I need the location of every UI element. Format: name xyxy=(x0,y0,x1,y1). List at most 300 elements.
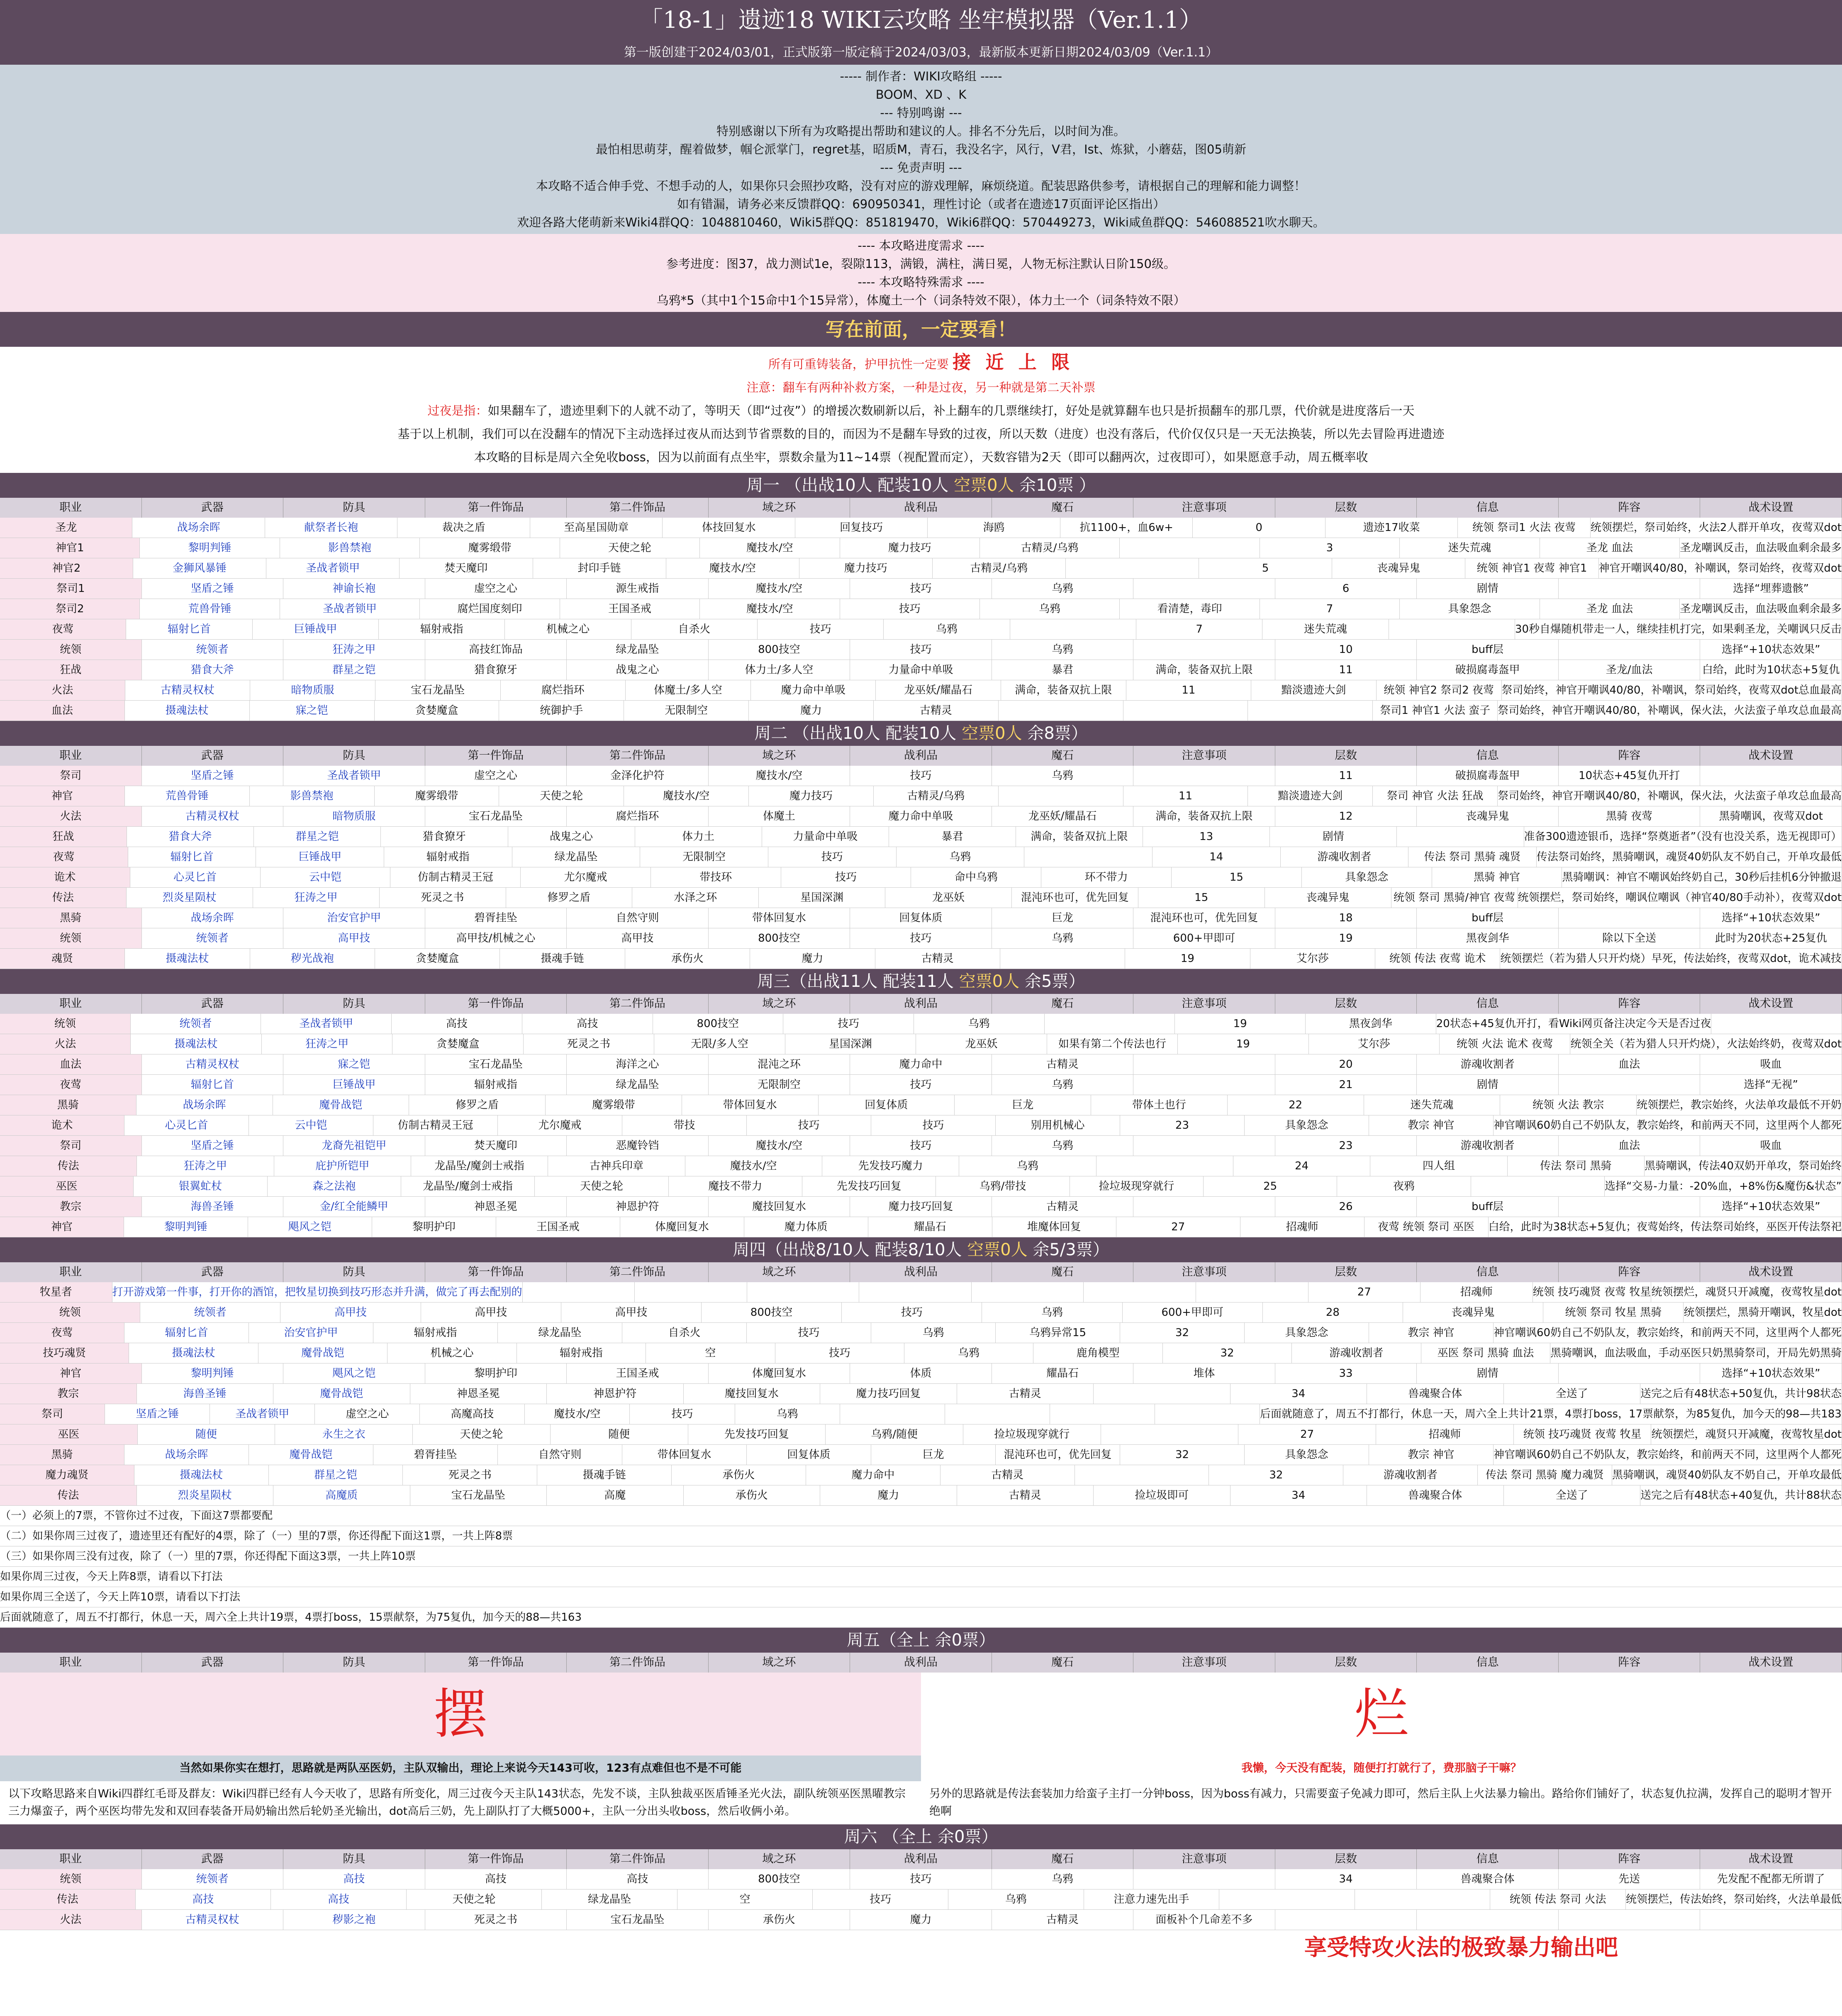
column-header: 第一件饰品 xyxy=(425,1849,567,1869)
gear-cell: 体质 xyxy=(850,1363,992,1383)
gear-cell: 摄魂法杖 xyxy=(129,1343,258,1363)
tactic-cell: 选择“+10状态效果” xyxy=(1700,640,1842,660)
tactic-cell: 除以下全送 xyxy=(1559,928,1701,948)
table-row xyxy=(0,1404,1842,1424)
gear-cell: 魔力命中单吸 xyxy=(751,680,876,700)
tactic-cell: 统领摆烂，魂贤只开减魔，夜莺牧星dot xyxy=(1651,1282,1842,1302)
gear-cell: 海鸥 xyxy=(928,518,1060,538)
gear-cell: 魔技回复水 xyxy=(709,1197,850,1217)
table-row xyxy=(0,680,1842,701)
note-3: 过夜是指：如果翻车了，遗迹里剩下的人就不动了，等明天（即“过夜”）的增援次数刷新以后，补上翻车的几票继续打，好处是就算翻车也只是折损翻车的那几票，代价就是进度落后一天 xyxy=(427,404,1415,418)
gear-cell: 焚天魔印 xyxy=(425,1136,567,1156)
gear-cell: 高魔质 xyxy=(273,1485,410,1505)
gear-cell: 古精灵权杖 xyxy=(125,680,251,700)
column-header: 魔石 xyxy=(992,1653,1134,1673)
gear-cell: 飓风之铠 xyxy=(248,1217,372,1237)
gear-cell: 魔雾缎带 xyxy=(420,538,560,558)
class-cell: 神官 xyxy=(0,786,125,806)
table-row xyxy=(0,701,1842,721)
class-cell: 统领 xyxy=(0,640,142,660)
gear-cell: 魔技不带力 xyxy=(669,1176,802,1196)
day-header xyxy=(0,969,1842,994)
friday-header: 周五（全上 余0票） xyxy=(0,1628,1842,1653)
gear-cell: 星国深渊 xyxy=(759,888,885,908)
empty-ticket-count: 空票0人 xyxy=(954,476,1014,495)
gear-cell: 辐射戒指 xyxy=(425,1075,567,1095)
column-header: 职业 xyxy=(0,1653,142,1673)
gear-cell: 死灵之书 xyxy=(380,888,506,908)
gear-cell: 先发技巧魔力 xyxy=(822,1156,959,1176)
tactic-cell: 32 xyxy=(1163,1343,1292,1363)
tactic-cell xyxy=(1559,908,1701,928)
tactic-cell: buff层 xyxy=(1417,1197,1559,1217)
tactic-cell: 选择“无视” xyxy=(1700,1075,1842,1095)
tactic-cell: 传法祭司始终，黑骑嘲讽，魂贤40奶队友不奶自己，开单攻最低 xyxy=(1537,847,1842,867)
tactic-cell: 吸血 xyxy=(1700,1054,1842,1074)
column-header: 域之环 xyxy=(709,498,850,518)
column-header: 第二件饰品 xyxy=(567,1653,709,1673)
gear-cell: 注意力速先出手 xyxy=(1084,1889,1220,1909)
gear-cell: 乌鸦 xyxy=(914,1014,1045,1034)
gear-cell: 源生戒指 xyxy=(567,579,709,599)
table-row xyxy=(0,1156,1842,1176)
column-header: 防具 xyxy=(283,1849,425,1869)
column-header: 信息 xyxy=(1417,498,1559,518)
gear-cell: 技巧 xyxy=(840,599,980,619)
note-4: 基于以上机制，我们可以在没翻车的情况下主动选择过夜从而达到节省票数的目的，而因为不是翻车导致的过夜，所以天数（进度）也没有落后，代价仅仅只是一天无法换装，所以先去冒险再进遗迹 xyxy=(397,427,1445,441)
gear-cell: 治安官护甲 xyxy=(283,908,425,928)
gear-cell xyxy=(1133,1869,1275,1889)
column-header-row xyxy=(0,1262,1842,1282)
gear-cell xyxy=(1133,1197,1275,1217)
gear-cell: 魔技水/空 xyxy=(700,538,840,558)
tactic-cell: 34 xyxy=(1275,1869,1417,1889)
tactic-cell: 圣龙 血法 xyxy=(1540,538,1680,558)
table-row xyxy=(0,888,1842,908)
gear-cell: 带技 xyxy=(622,1115,747,1135)
gear-cell xyxy=(1000,949,1125,969)
gear-cell: 宝石龙晶坠 xyxy=(410,1485,547,1505)
tactic-cell xyxy=(1389,619,1515,639)
column-header: 注意事项 xyxy=(1133,1849,1275,1869)
gear-cell: 修罗之盾 xyxy=(409,1095,546,1115)
class-cell: 祭司1 xyxy=(0,579,142,599)
column-header: 魔石 xyxy=(992,1262,1134,1282)
friday-para-right: 另外的思路就是传法套装加力给蛮子主打一分钟boss，因为boss有减力，只需要蛮子免减力即可，然后主队上火法暴力输出。路给你们铺好了，状态复仇拉满，发挥自己的聪明才智开绝啊 xyxy=(929,1787,1832,1818)
gear-cell: 魔骨战铠 xyxy=(249,1445,373,1465)
gear-cell: 高甲技 xyxy=(280,1303,421,1322)
class-cell: 传法 xyxy=(0,1156,137,1176)
gear-cell: 影兽禁袍 xyxy=(280,538,420,558)
class-cell: 诡术 xyxy=(0,1115,124,1135)
tactic-cell xyxy=(1275,1910,1417,1930)
day-rest: 余5票） xyxy=(1019,972,1085,991)
gear-cell: 魔力 xyxy=(750,949,875,969)
tactic-cell: 传法 祭司 黑骑 魔力魂贤 xyxy=(1478,1465,1612,1485)
class-cell: 统领 xyxy=(0,1303,140,1322)
gear-cell xyxy=(840,1404,945,1424)
table-row xyxy=(0,949,1842,969)
gear-cell: 800技空 xyxy=(709,640,850,660)
gear-cell: 体技回复水 xyxy=(663,518,795,538)
gear-cell: 暗物质服 xyxy=(250,680,375,700)
class-cell: 教宗 xyxy=(0,1197,142,1217)
tactic-cell: 祭司 神官 火法 狂战 xyxy=(1373,786,1498,806)
gear-cell: 王国圣戒 xyxy=(560,599,700,619)
gear-cell: 狂涛之甲 xyxy=(253,888,380,908)
gear-cell: 狂涛之甲 xyxy=(137,1156,274,1176)
gear-cell: 狂涛之甲 xyxy=(283,640,425,660)
tactic-cell: 游魂收割者 xyxy=(1417,1054,1559,1074)
column-header: 层数 xyxy=(1275,746,1417,766)
gear-cell: 绿龙晶坠 xyxy=(567,640,709,660)
tactic-cell: 招魂师 xyxy=(1240,1217,1364,1237)
tactic-cell: 具象怨念 xyxy=(1400,599,1540,619)
gear-cell: 尤尔魔戒 xyxy=(498,1115,622,1135)
tactic-cell: 3 xyxy=(1260,538,1400,558)
gear-cell: 乌鸦 xyxy=(992,640,1134,660)
gear-cell: 高技 xyxy=(425,1869,567,1889)
gear-cell: 摄魂法杖 xyxy=(125,701,250,721)
contact: 如有错漏，请务必来反馈群QQ：690950341，理性讨论（或者在遗迹17页面评论区指出） xyxy=(677,197,1165,211)
gear-cell: 荒兽骨锤 xyxy=(140,599,280,619)
gear-cell: 宝石龙晶坠 xyxy=(375,680,501,700)
gear-cell: 死灵之书 xyxy=(403,1465,537,1485)
tactic-cell xyxy=(1248,701,1373,721)
tactic-cell: 黯淡遗迹大剑 xyxy=(1251,680,1377,700)
gear-cell: 力量命中单吸 xyxy=(850,660,992,680)
tactic-cell: buff层 xyxy=(1417,908,1559,928)
tactic-cell: 32 xyxy=(1120,1445,1245,1465)
gear-cell: 绿龙晶坠 xyxy=(542,1889,677,1909)
authors: BOOM、XD 、K xyxy=(875,88,967,102)
gear-cell: 机械之心 xyxy=(505,619,631,639)
tactic-cell: 黑夜剑华 xyxy=(1306,1014,1436,1034)
table-row xyxy=(0,827,1842,847)
class-cell: 火法 xyxy=(0,806,142,826)
tactic-cell: 白给，此时为10状态+5复仇 xyxy=(1700,660,1842,680)
gear-cell: 辐射戒指 xyxy=(373,1323,498,1343)
tactic-cell: 游魂收割者 xyxy=(1417,1136,1559,1156)
gear-cell: 暴君 xyxy=(889,827,1016,847)
tactic-cell: 统领 技巧魂贤 夜莺 牧星 xyxy=(1533,1282,1652,1302)
column-header: 第一件饰品 xyxy=(425,1653,567,1673)
gear-cell: 统领者 xyxy=(142,928,284,948)
tactic-cell: 统领 祭司1 火法 夜莺 xyxy=(1458,518,1590,538)
table-row xyxy=(0,640,1842,660)
gear-cell: 乌鸦 xyxy=(980,599,1120,619)
gear-cell: 古精灵 xyxy=(992,1910,1134,1930)
gear-cell: 技巧 xyxy=(813,1889,948,1909)
gear-cell: 机械之心 xyxy=(387,1343,517,1363)
column-header: 职业 xyxy=(0,746,142,766)
gear-cell: 古精灵权杖 xyxy=(142,1910,284,1930)
gear-cell: 体魔土 xyxy=(709,806,850,826)
credits-section xyxy=(0,65,1842,234)
gear-cell: 寐之铠 xyxy=(283,1054,425,1074)
class-cell: 火法 xyxy=(0,1910,142,1930)
gear-cell: 空 xyxy=(646,1343,775,1363)
gear-cell: 封印手链 xyxy=(533,558,666,578)
gear-cell: 魔技水/空 xyxy=(685,1156,822,1176)
gear-cell: 古精灵/乌鸦 xyxy=(980,538,1120,558)
thanks-intro: 特别感谢以下所有为攻略提出帮助和建议的人。排名不分先后，以时间为准。 xyxy=(716,124,1126,138)
gear-cell: 乌鸦 xyxy=(992,928,1134,948)
gear-cell: 绿龙晶坠 xyxy=(567,1075,709,1095)
class-cell: 巫医 xyxy=(0,1176,134,1196)
friday-right-big: 烂 xyxy=(1354,1682,1408,1746)
gear-cell: 自然守则 xyxy=(498,1445,622,1465)
gear-cell: 圣战者锁甲 xyxy=(210,1404,315,1424)
finale: 享受特攻火法的极致暴力输出吧 xyxy=(1304,1934,1618,1960)
gear-cell: 技巧 xyxy=(758,619,884,639)
tactic-cell: 统领摆烂，魂贤只开减魔，夜莺牧星dot xyxy=(1651,1424,1842,1444)
gear-cell: 黎明判锤 xyxy=(142,1363,284,1383)
gear-cell: 魔技水/空 xyxy=(666,558,799,578)
gear-cell: 高技红饰品 xyxy=(425,640,567,660)
tactic-cell: 黑骑嘲讽，传法40双奶开单攻，祭司始终 xyxy=(1645,1156,1842,1176)
gear-cell: 魔力命中单吸 xyxy=(850,806,992,826)
friday-paragraphs xyxy=(0,1781,1842,1824)
gear-cell: 技巧 xyxy=(871,1115,996,1135)
gear-cell: 龙巫妖/耀晶石 xyxy=(876,680,1001,700)
column-header: 魔石 xyxy=(992,746,1134,766)
gear-cell: 战鬼之心 xyxy=(567,660,709,680)
tactic-cell: 15 xyxy=(1172,867,1302,887)
tactic-cell: 具象怨念 xyxy=(1245,1323,1369,1343)
gear-cell: 魔技回复水 xyxy=(684,1384,821,1404)
tactic-cell: 游魂收割者 xyxy=(1281,847,1409,867)
tactic-cell: 兽魂聚合体 xyxy=(1367,1485,1504,1505)
tactic-cell: 27 xyxy=(1116,1217,1240,1237)
column-header: 层数 xyxy=(1275,994,1417,1014)
gear-cell: 龙巫妖/耀晶石 xyxy=(992,806,1134,826)
gear-cell: 虚空之心 xyxy=(425,579,567,599)
gear-cell: 魔力体质 xyxy=(744,1217,868,1237)
gear-cell: 心灵匕首 xyxy=(124,1115,249,1135)
friday-captions xyxy=(0,1755,1842,1781)
gear-cell: 乌鸦/随便 xyxy=(826,1424,963,1444)
class-cell: 圣龙 xyxy=(0,518,132,538)
class-cell: 传法 xyxy=(0,1485,137,1505)
gear-cell: 海兽圣锤 xyxy=(137,1384,274,1404)
disclaimer-header: --- 免责声明 --- xyxy=(880,161,962,175)
tactic-cell: 神官嘲讽60奶自己不奶队友，教宗始终，和前两天不同，这里两个人都死 xyxy=(1494,1445,1842,1465)
gear-cell: 古神兵印章 xyxy=(548,1156,685,1176)
tactic-cell: 丧魂异鬼 xyxy=(1332,558,1465,578)
class-cell: 巫医 xyxy=(0,1424,138,1444)
gear-cell: 魔技水/空 xyxy=(700,599,840,619)
gear-cell: 技巧 xyxy=(850,640,992,660)
gear-cell: 技巧 xyxy=(747,1115,871,1135)
gear-cell: 仿制古精灵王冠 xyxy=(373,1115,498,1135)
empty-ticket-count: 空票0人 xyxy=(962,724,1022,743)
thanks-header: --- 特别鸣谢 --- xyxy=(880,106,962,120)
tactic-cell: 统领全关（若为猎人只开灼烧），火法始终奶，夜莺双dot xyxy=(1570,1034,1842,1054)
tactic-cell: 圣龙嘲讽反击，血法吸血剩余最多 xyxy=(1680,599,1842,619)
gear-cell: 猎食獠牙 xyxy=(381,827,508,847)
tactic-cell: 统领 火法 诡术 夜莺 xyxy=(1440,1034,1570,1054)
day-rest: 余8票） xyxy=(1022,724,1088,743)
gear-cell: 古精灵 xyxy=(957,1485,1094,1505)
tactic-cell: 32 xyxy=(1209,1465,1343,1485)
tactic-cell xyxy=(1219,1889,1355,1909)
gear-cell: 神恩圣冕 xyxy=(410,1384,547,1404)
gear-cell: 800技空 xyxy=(653,1014,784,1034)
day-rest: 余10票 ） xyxy=(1014,476,1096,495)
gear-cell: 神恩圣冕 xyxy=(425,1197,567,1217)
column-header: 战利品 xyxy=(850,1653,992,1673)
gear-cell: 魔力命中 xyxy=(806,1465,940,1485)
gear-cell xyxy=(1133,766,1275,786)
gear-cell: 高魔 xyxy=(547,1485,684,1505)
tactic-cell: 具象怨念 xyxy=(1302,867,1432,887)
table-row xyxy=(0,1217,1842,1237)
gear-cell: 高甲技 xyxy=(283,928,425,948)
tactic-cell xyxy=(1355,1889,1491,1909)
column-header: 阵容 xyxy=(1559,746,1701,766)
class-cell: 火法 xyxy=(0,680,125,700)
gear-cell: 巨龙 xyxy=(955,1095,1091,1115)
tactic-cell: 教宗 神官 xyxy=(1369,1115,1494,1135)
table-row xyxy=(0,786,1842,806)
column-header: 域之环 xyxy=(709,746,850,766)
gear-cell: 无限制空 xyxy=(709,1075,850,1095)
gear-cell: 满命，装备双抗上限 xyxy=(1133,806,1275,826)
tactic-cell: 11 xyxy=(1126,680,1252,700)
gear-cell: 乌鸦 xyxy=(992,579,1134,599)
tactic-cell: 黑骑嘲讽：神官不嘲讽始终奶自己，30秒后挂机6分钟撤退 xyxy=(1562,867,1842,887)
column-header: 第一件饰品 xyxy=(425,994,567,1014)
tactic-cell xyxy=(1155,1404,1260,1424)
column-header: 第一件饰品 xyxy=(425,1262,567,1282)
tactic-cell: 迷失荒魂 xyxy=(1262,619,1389,639)
gear-cell xyxy=(523,1282,635,1302)
gear-cell: 金狮风暴锤 xyxy=(133,558,266,578)
gear-cell: 体力土 xyxy=(635,827,762,847)
gear-cell: 800技空 xyxy=(709,928,850,948)
gear-cell: 回复体质 xyxy=(747,1445,871,1465)
table-row xyxy=(0,1485,1842,1506)
column-header: 战术设置 xyxy=(1700,746,1842,766)
gear-cell xyxy=(635,1282,747,1302)
tactic-cell: 11 xyxy=(1275,660,1417,680)
tactic-cell: 祭司1 神官1 火法 蛮子 xyxy=(1373,701,1498,721)
gear-cell: 技巧 xyxy=(747,1323,871,1343)
tactic-cell: 34 xyxy=(1230,1384,1367,1404)
gear-cell: 力量命中单吸 xyxy=(762,827,889,847)
gear-cell: 神谕长袍 xyxy=(283,579,425,599)
tactic-cell: 33 xyxy=(1275,1363,1417,1383)
gear-cell: 高甲技/机械之心 xyxy=(425,928,567,948)
tactic-cell: 统领摆烂，祭司始终，嘲讽位嘲讽（神官40/80手动补），夜莺双dot xyxy=(1518,888,1842,908)
tactic-cell: 神官嘲讽60奶自己不奶队友，教宗始终，和前两天不同，这里两个人都死 xyxy=(1494,1115,1842,1135)
gear-cell: 恶魔铃铛 xyxy=(567,1136,709,1156)
gear-cell: 王国圣戒 xyxy=(496,1217,620,1237)
special: 乌鸦*5（其中1个15命中1个15异常），体魔土一个（词条特效不限），体力土一个（词条特效不限） xyxy=(656,293,1186,307)
tactic-cell: 此时为20状态+25复仇 xyxy=(1700,928,1842,948)
tactic-cell: 27 xyxy=(1238,1424,1376,1444)
tactic-cell: 23 xyxy=(1120,1115,1245,1135)
gear-cell: 技巧 xyxy=(850,1869,992,1889)
gear-cell: 坚盾之锤 xyxy=(142,1136,284,1156)
gear-cell: 技巧 xyxy=(775,1343,904,1363)
tactic-cell: 选择“交易-力量：-20%血，+8%伤&魔伤&状态” xyxy=(1605,1176,1842,1196)
table-row xyxy=(0,1034,1842,1054)
tactic-cell: 剧情 xyxy=(1270,827,1397,847)
gear-cell: 魔技水/空 xyxy=(525,1404,630,1424)
gear-cell: 坚盾之锤 xyxy=(105,1404,210,1424)
gear-cell: 仿制古精灵王冠 xyxy=(390,867,521,887)
column-header-row xyxy=(0,1653,1842,1673)
gear-cell: 心灵匕首 xyxy=(130,867,261,887)
day-header xyxy=(0,721,1842,746)
gear-cell: 宝石龙晶坠 xyxy=(425,1054,567,1074)
class-cell: 诡术 xyxy=(0,867,130,887)
column-header: 魔石 xyxy=(992,498,1134,518)
gear-cell: 巨锤战甲 xyxy=(253,619,379,639)
column-header: 战术设置 xyxy=(1700,1653,1842,1673)
tactic-cell: 黑骑嘲讽，魂贤40奶队友不奶自己，开单攻最低 xyxy=(1612,1465,1842,1485)
gear-cell: 面板补个几命差不多 xyxy=(1133,1910,1275,1930)
gear-cell: 统御护手 xyxy=(499,701,624,721)
table-row xyxy=(0,1384,1842,1404)
gear-cell: 体魔回复水 xyxy=(620,1217,744,1237)
tactic-cell: 0 xyxy=(1193,518,1325,538)
gear-cell: 贪婪魔盒 xyxy=(392,1034,523,1054)
gear-cell: 神恩护符 xyxy=(567,1197,709,1217)
tactic-cell: 丧魂异鬼 xyxy=(1403,1303,1543,1322)
tactic-cell: 传法 祭司 黑骑 魂贤 xyxy=(1408,847,1537,867)
column-header: 武器 xyxy=(142,1262,284,1282)
column-header: 战利品 xyxy=(850,1262,992,1282)
gear-cell: 自然守则 xyxy=(567,908,709,928)
tactic-cell: 15 xyxy=(1138,888,1265,908)
column-header: 武器 xyxy=(142,1849,284,1869)
day-header xyxy=(0,1237,1842,1262)
gear-cell: 死灵之书 xyxy=(524,1034,654,1054)
gear-cell: 带体土也行 xyxy=(1091,1095,1228,1115)
gear-cell: 统领者 xyxy=(142,1869,284,1889)
gear-cell: 带体回复水 xyxy=(622,1445,747,1465)
gear-cell: 摄魂法杖 xyxy=(125,949,250,969)
column-header: 职业 xyxy=(0,498,142,518)
tactic-cell: 11 xyxy=(1123,786,1248,806)
gear-cell: 耀晶石 xyxy=(992,1363,1134,1383)
gear-cell: 龙晶坠/魔剑士戒指 xyxy=(411,1156,548,1176)
gear-cell: 800技空 xyxy=(709,1869,850,1889)
gear-cell: 魔骨战铠 xyxy=(258,1343,387,1363)
gear-cell xyxy=(1133,1054,1275,1074)
gear-cell: 黎明护印 xyxy=(372,1217,496,1237)
day-note: （三）如果你周三没有过夜，除了（一）里的7票，你还得配下面这3票，一共上阵10票 xyxy=(0,1546,1842,1567)
gear-cell: 圣战者锁甲 xyxy=(261,1014,392,1034)
column-header: 层数 xyxy=(1275,1653,1417,1673)
column-header: 第二件饰品 xyxy=(567,1262,709,1282)
tactic-cell: 27 xyxy=(1308,1282,1421,1302)
gear-cell: 辐射匕首 xyxy=(142,1075,284,1095)
gear-cell xyxy=(1133,1075,1275,1095)
tactic-cell: 24 xyxy=(1233,1156,1370,1176)
friday-right-caption: 我懒，今天没有配装，随便打打就行了，费那脑子干嘛？ xyxy=(1241,1762,1522,1775)
gear-cell: 金泽化护符 xyxy=(567,766,709,786)
gear-cell: 王国圣戒 xyxy=(567,1363,709,1383)
day-header xyxy=(0,473,1842,498)
class-cell: 魔力魂贤 xyxy=(0,1465,134,1485)
table-row xyxy=(0,619,1842,640)
tactic-cell: 迷失荒魂 xyxy=(1364,1095,1501,1115)
class-cell: 黑骑 xyxy=(0,1095,136,1115)
